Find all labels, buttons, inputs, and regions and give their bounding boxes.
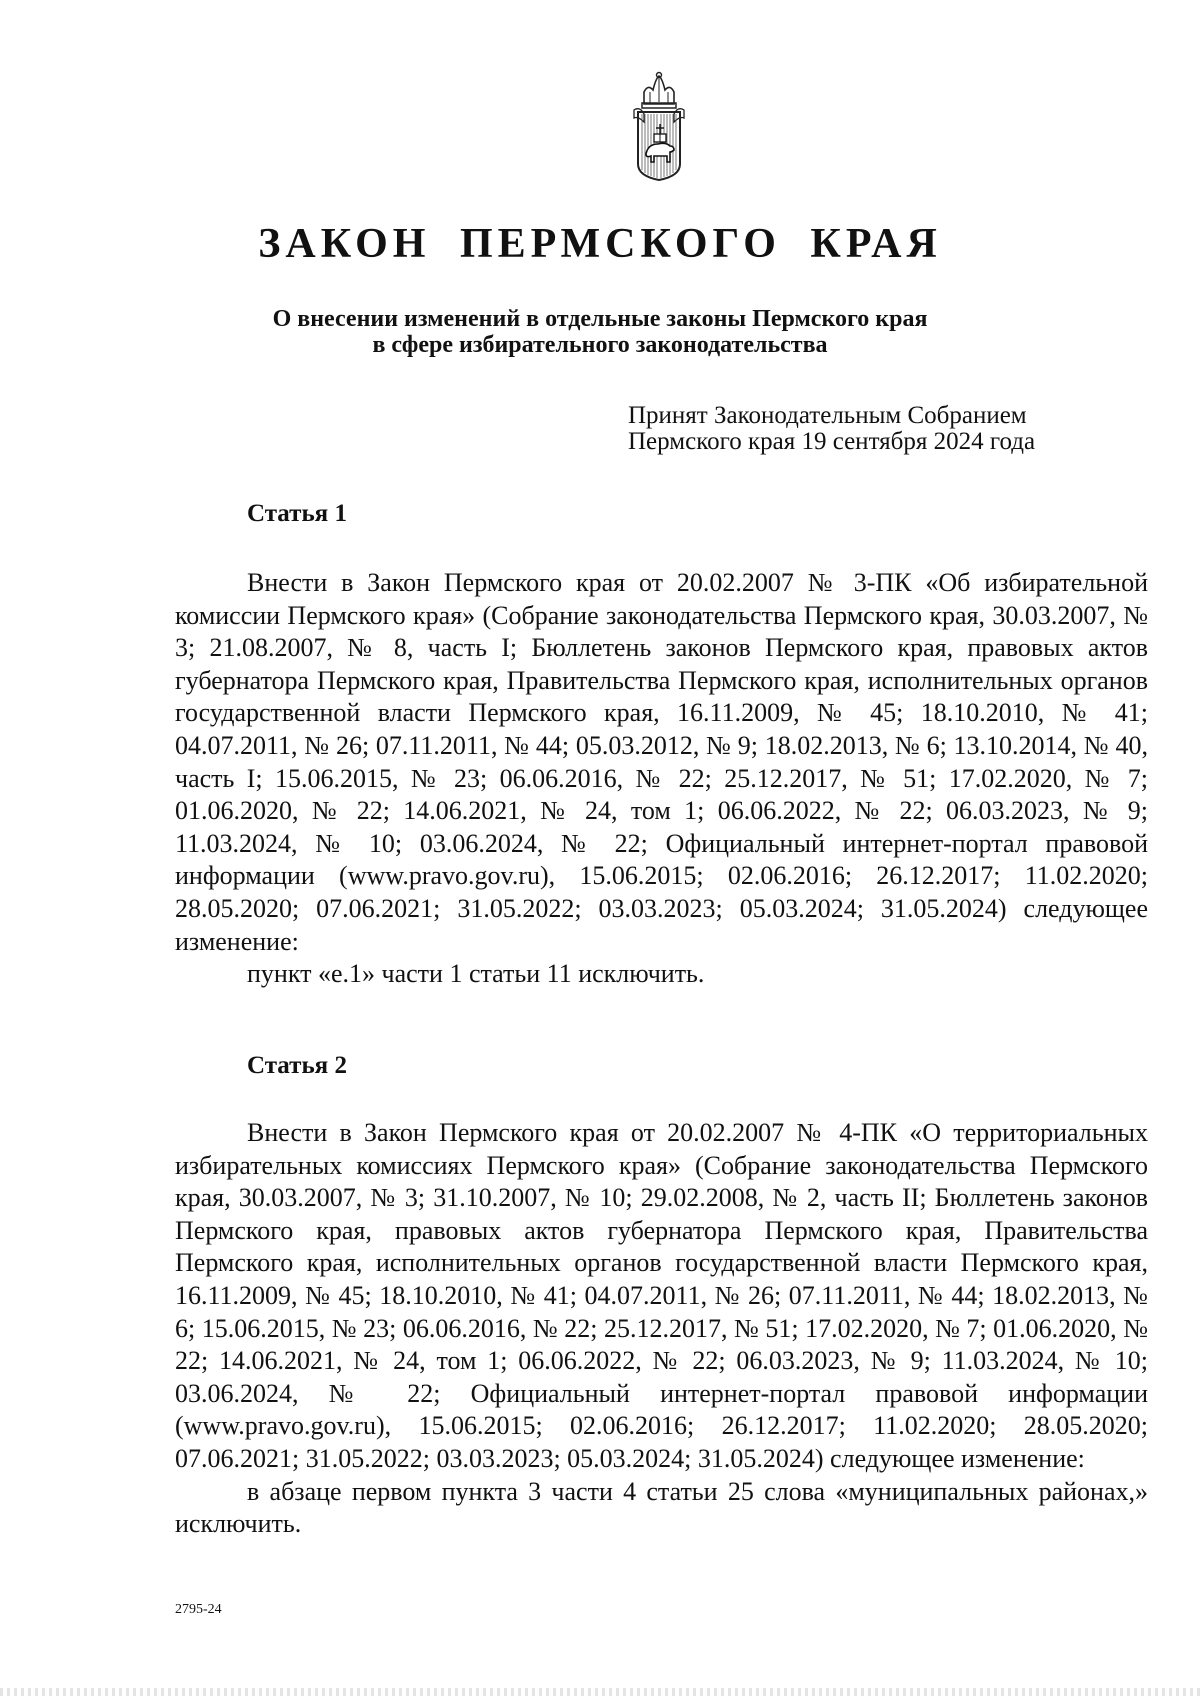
adoption-note-line-1: Принят Законодательным Собранием: [628, 402, 1027, 429]
law-subtitle: [0, 306, 1200, 358]
document-registration-number: 2795-24: [175, 1602, 222, 1617]
law-title: ЗАКОН ПЕРМСКОГО КРАЯ: [258, 221, 942, 267]
law-subtitle-line-2: в сфере избирательного законодательства: [372, 332, 828, 358]
article-2-body: [175, 1117, 1148, 1541]
adoption-note: [628, 403, 1148, 455]
adoption-note-line-2: Пермского края 19 сентября 2024 года: [628, 428, 1036, 455]
scan-edge: [0, 1688, 1200, 1696]
perm-krai-coat-of-arms-icon: [630, 70, 688, 182]
article-1-paragraph-1: Внести в Закон Пермского края от 20.02.2007 № 3-ПК «Об избирательной комиссии Пермского края» (Собрание законодательства Пермского края, 30.03.2007, № 3; 21.08.2007, № 8, часть I; Бюллетень законов Пермского края, правовых актов губернатора Пермского края, Правительства Пермского края, исполнительных органов государственной власти Пермского края, 16.11.2009, № 45; 18.10.2010, № 41; 04.07.2011, № 26; 07.11.2011, № 44; 05.03.2012, № 9; 18.02.2013, № 6; 13.10.2014, № 40, часть I; 15.06.2015, № 23; 06.06.2016, № 22; 25.12.2017, № 51; 17.02.2020, № 7; 01.06.2020, № 22; 14.06.2021, № 24, том 1; 06.06.2022, № 22; 06.03.2023, № 9; 11.03.2024, № 10; 03.06.2024, № 22; Официальный интернет-портал правовой информации (www.pravo.gov.ru), 15.06.2015; 02.06.2016; 26.12.2017; 11.02.2020; 28.05.2020; 07.06.2021; 31.05.2022; 03.03.2023; 05.03.2024; 31.05.2024) следующее изменение:: [175, 568, 1148, 956]
law-subtitle-line-1: О внесении изменений в отдельные законы Пермского края: [272, 306, 928, 332]
article-1-heading: Статья 1: [247, 500, 347, 527]
article-1-body: [175, 567, 1148, 991]
article-2-paragraph-2: в абзаце первом пункта 3 части 4 статьи 25 слова «муниципальных районах,» исключить.: [175, 1476, 1148, 1539]
article-2-heading: Статья 2: [247, 1052, 347, 1079]
article-1-paragraph-2: пункт «е.1» части 1 статьи 11 исключить.: [247, 959, 705, 989]
article-2-paragraph-1: Внести в Закон Пермского края от 20.02.2007 № 4-ПК «О территориальных избирательных комиссиях Пермского края» (Собрание законодательства Пермского края, 30.03.2007, № 3; 31.10.2007, № 10; 29.02.2008, № 2, часть II; Бюллетень законов Пермского края, правовых актов губернатора Пермского края, Правительства Пермского края, исполнительных органов государственной власти Пермского края, 16.11.2009, № 45; 18.10.2010, № 41; 04.07.2011, № 26; 07.11.2011, № 44; 18.02.2013, № 6; 15.06.2015, № 23; 06.06.2016, № 22; 25.12.2017, № 51; 17.02.2020, № 7; 01.06.2020, № 22; 14.06.2021, № 24, том 1; 06.06.2022, № 22; 06.03.2023, № 9; 11.03.2024, № 10; 03.06.2024, № 22; Официальный интернет-портал правовой информации (www.pravo.gov.ru), 15.06.2015; 02.06.2016; 26.12.2017; 11.02.2020; 28.05.2020; 07.06.2021; 31.05.2022; 03.03.2023; 05.03.2024; 31.05.2024) следующее изменение:: [175, 1118, 1148, 1473]
